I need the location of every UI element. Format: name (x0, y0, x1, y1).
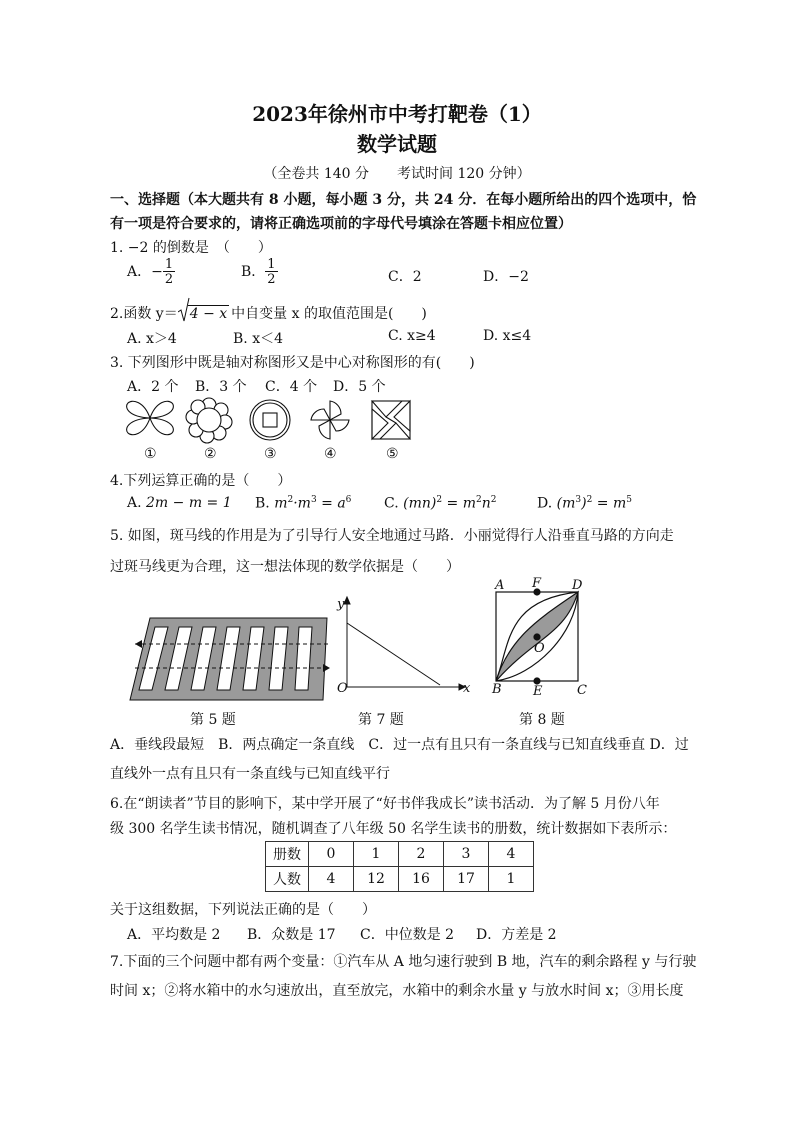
fig1-petal-shape (127, 401, 174, 435)
q4-option-d (537, 495, 632, 512)
q4-option-c (384, 495, 496, 512)
q1-b-label: B． (241, 264, 266, 280)
sqrt-sign-icon (178, 297, 190, 323)
q3-figures (120, 395, 420, 445)
q1-a-den: 2 (164, 272, 174, 287)
q4-d-label: D. (537, 495, 553, 512)
q6-data-table (265, 841, 534, 892)
q4-b-label: B. (255, 495, 270, 512)
q4-c-n: n (481, 495, 491, 512)
q6-option-a: A．平均数是 2 (127, 927, 221, 943)
q3-fig-label-2: ② (204, 446, 217, 462)
q2-option-a: A. x＞4 (127, 331, 177, 347)
q4-b-m: m (274, 495, 288, 512)
q4-b-e3: 6 (345, 495, 352, 505)
q1-option-b (241, 258, 278, 286)
table-cell: 2 (399, 842, 444, 867)
fig7-x-label: x (463, 681, 471, 696)
q4-c-e2: 2 (475, 495, 482, 505)
q8-square-figure (496, 589, 578, 684)
q4-b-e2: 3 (310, 495, 317, 505)
q1-b-num: 1 (267, 257, 276, 272)
q4-d-e1: 3 (575, 495, 582, 505)
table-cell: 3 (444, 842, 489, 867)
q4-b-e1: 2 (287, 495, 294, 505)
q3-option-d: D．5 个 (333, 379, 386, 395)
q2-radicand: 4 − x (189, 306, 228, 322)
fig8-point-d: D (572, 578, 583, 593)
q1-a-label: A． (127, 264, 152, 280)
q1-option-d: D．−2 (483, 269, 529, 285)
q6-line1: 6.在“朗读者”节目的影响下，某中学开展了“好书伴我成长”读书活动．为了解 5 月份八年 (110, 796, 660, 812)
exam-title: 2023年徐州市中考打靶卷（1） (252, 102, 542, 126)
table-cell: 4 (309, 867, 354, 892)
q4-c-e3: 2 (490, 495, 497, 505)
fig8-point-o: O (534, 641, 545, 656)
q3-option-c: C．4 个 (265, 379, 318, 395)
q5-options-line1: A．垂线段最短 B．两点确定一条直线 C．过一点有且只有一条直线与已知直线垂直 D．过 (110, 737, 689, 753)
q3-stem: 3. 下列图形中既是轴对称图形又是中心对称图形的有( ) (110, 355, 475, 371)
q1-a-num: 1 (164, 257, 174, 272)
q4-d-eq: = m (592, 495, 627, 512)
q3-fig-label-4: ④ (324, 446, 337, 462)
q7-line2: 时间 x；②将水箱中的水匀速放出，直至放完，水箱中的剩余水量 y 与放水时间 x；③用长度 (110, 983, 684, 999)
q3-fig-label-1: ① (144, 446, 157, 462)
q3-fig-label-5: ⑤ (386, 446, 399, 462)
fig8-point-a: A (495, 578, 505, 593)
fig3-coin-shape (250, 400, 290, 440)
fig8-point-b: B (492, 682, 502, 697)
q4-d-e2: 2 (586, 495, 593, 505)
q7-graph-figure (344, 597, 465, 690)
q6-line2: 级 300 名学生读书情况，随机调查了八年级 50 名学生读书的册数，统计数据如下表所示： (110, 821, 677, 837)
q1-a-sign: − (151, 264, 163, 280)
q4-d-e3: 5 (626, 495, 632, 505)
table-cell: 1 (354, 842, 399, 867)
q6-option-d: D．方差是 2 (476, 927, 557, 943)
table-cell: 4 (489, 842, 534, 867)
q3-fig-label-3: ③ (264, 446, 277, 462)
fig7-origin-label: O (337, 681, 348, 696)
fig5-triangle-shape (372, 401, 410, 439)
q3-option-b: B．3 个 (195, 379, 247, 395)
q1-b-fraction (265, 258, 277, 286)
q4-c-label: C. (384, 495, 399, 512)
table-cell: 0 (309, 842, 354, 867)
q4-b-eq: = a (316, 495, 346, 512)
fig7-y-label: y (337, 597, 345, 612)
fig8-point-f: F (532, 576, 542, 591)
q2-option-d: D. x≤4 (483, 328, 532, 344)
q2-option-c: C. x≥4 (388, 328, 436, 344)
table-cell: 12 (354, 867, 399, 892)
fig8-point-e: E (533, 684, 543, 699)
q4-option-a (127, 495, 232, 511)
q4-c-base: (mn) (403, 495, 437, 512)
table-row (266, 842, 534, 867)
q5-options-line2: 直线外一点有且只有一条直线与已知直线平行 (110, 766, 390, 782)
q7-line1: 7.下面的三个问题中都有两个变量：①汽车从 A 地匀速行驶到 B 地，汽车的剩余路程 y 与行驶 (110, 954, 697, 970)
q1-b-den: 2 (267, 272, 276, 287)
q4-d-open: (m (556, 495, 576, 512)
q5-line2: 过斑马线更为合理，这一想法体现的数学依据是（ ） (110, 559, 460, 575)
fig7-caption: 第 7 题 (358, 712, 404, 728)
fig2-flower-shape (186, 398, 232, 443)
q2-stem-post: 中自变量 x 的取值范围是( ) (231, 306, 427, 322)
fig8-caption: 第 8 题 (519, 712, 565, 728)
exam-info: （全卷共 140 分 考试时间 120 分钟） (263, 166, 531, 182)
zebra-crossing-figure (130, 618, 330, 700)
table-head-cell: 人数 (266, 867, 309, 892)
q6-option-c: C．中位数是 2 (360, 927, 455, 943)
section-intro-line2: 有一项是符合要求的，请将正确选项前的字母代号填涂在答题卡相应位置） (110, 216, 572, 232)
fig8-point-c: C (577, 683, 587, 698)
table-row (266, 867, 534, 892)
table-head-cell: 册数 (266, 842, 309, 867)
q3-option-a: A．2 个 (127, 379, 179, 395)
q1-stem: 1. −2 的倒数是 （ ） (110, 240, 272, 256)
fig5-caption: 第 5 题 (190, 712, 236, 728)
q4-option-b (255, 495, 351, 512)
section-intro-line1: 一、选择题（本大题共有 8 小题，每小题 3 分，共 24 分．在每小题所给出的四个选项中，恰 (110, 192, 697, 208)
q6-after: 关于这组数据，下列说法正确的是（ ） (110, 902, 376, 918)
q4-stem: 4.下列运算正确的是（ ） (110, 473, 292, 489)
q1-a-fraction (163, 258, 175, 286)
q2-option-b: B. x＜4 (233, 331, 283, 347)
q1-option-c: C．2 (388, 269, 422, 285)
table-cell: 16 (399, 867, 444, 892)
q4-c-eq: = m (442, 495, 476, 512)
q1-option-a (127, 258, 175, 286)
table-cell: 17 (444, 867, 489, 892)
q4-c-e1: 2 (436, 495, 443, 505)
q2-sqrt (178, 306, 231, 322)
q4-a-expr: 2m − m = 1 (146, 495, 232, 511)
table-cell: 1 (489, 867, 534, 892)
q2-stem-pre: 2.函数 y＝ (110, 306, 178, 322)
exam-subtitle: 数学试题 (357, 132, 437, 156)
q4-a-label: A. (127, 495, 142, 511)
q6-option-b: B．众数是 17 (247, 927, 336, 943)
q4-b-dot: ·m (293, 495, 311, 512)
q4-d-close: ) (581, 495, 587, 512)
q2-stem (110, 303, 427, 323)
q5-line1: 5. 如图，斑马线的作用是为了引导行人安全地通过马路．小丽觉得行人沿垂直马路的方向走 (110, 528, 674, 544)
fig4-pinwheel-shape (311, 401, 349, 439)
